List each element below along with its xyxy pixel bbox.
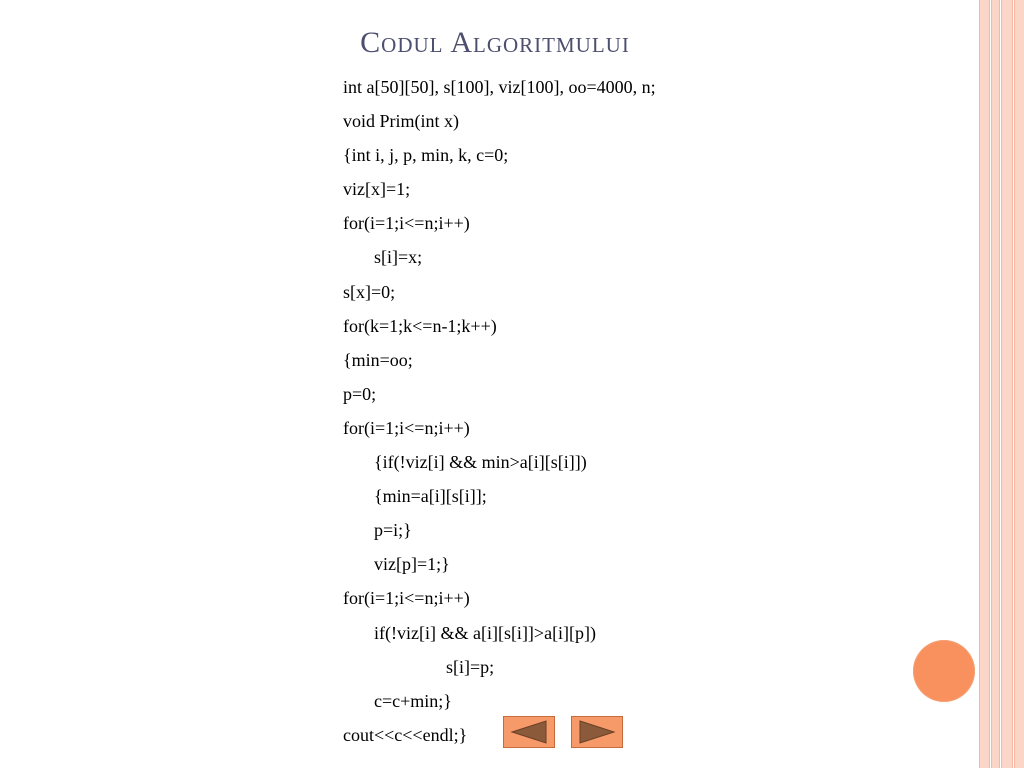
code-line: p=0;: [343, 383, 377, 404]
code-block: [343, 73, 903, 755]
code-line: viz[p]=1;}: [374, 554, 450, 575]
code-line: for(k=1;k<=n-1;k++): [343, 315, 497, 336]
code-line: int a[50][50], s[100], viz[100], oo=4000, n;: [343, 77, 656, 97]
previous-slide-button[interactable]: [503, 716, 555, 748]
decorative-circle: [913, 640, 975, 702]
code-line: s[i]=p;: [446, 656, 495, 677]
code-line: void Prim(int x): [343, 111, 459, 132]
code-line: {min=oo;: [343, 349, 413, 370]
code-line: {int i, j, p, min, k, c=0;: [343, 145, 509, 166]
code-line: {min=a[i][s[i]];: [374, 486, 487, 507]
code-line: if(!viz[i] && a[i][s[i]]>a[i][p]): [374, 622, 597, 643]
decorative-stripe: [991, 0, 1000, 768]
code-line: for(i=1;i<=n;i++): [343, 213, 470, 234]
triangle-right-icon: [577, 719, 617, 745]
decorative-stripe: [1001, 0, 1013, 768]
code-line: p=i;}: [374, 520, 412, 541]
code-line: for(i=1;i<=n;i++): [343, 588, 470, 609]
code-line: s[x]=0;: [343, 281, 396, 302]
next-slide-button[interactable]: [571, 716, 623, 748]
code-line: {if(!viz[i] && min>a[i][s[i]]): [374, 452, 587, 473]
code-line: for(i=1;i<=n;i++): [343, 417, 470, 438]
decorative-stripe: [1014, 0, 1024, 768]
decorative-stripe: [979, 0, 990, 768]
code-line: s[i]=x;: [374, 247, 423, 268]
code-line: cout<<c<<endl;}: [343, 724, 468, 745]
slide-title: Codul Algoritmului: [360, 26, 630, 59]
code-line: viz[x]=1;: [343, 179, 411, 200]
triangle-left-icon: [509, 719, 549, 745]
code-line: c=c+min;}: [374, 690, 452, 711]
